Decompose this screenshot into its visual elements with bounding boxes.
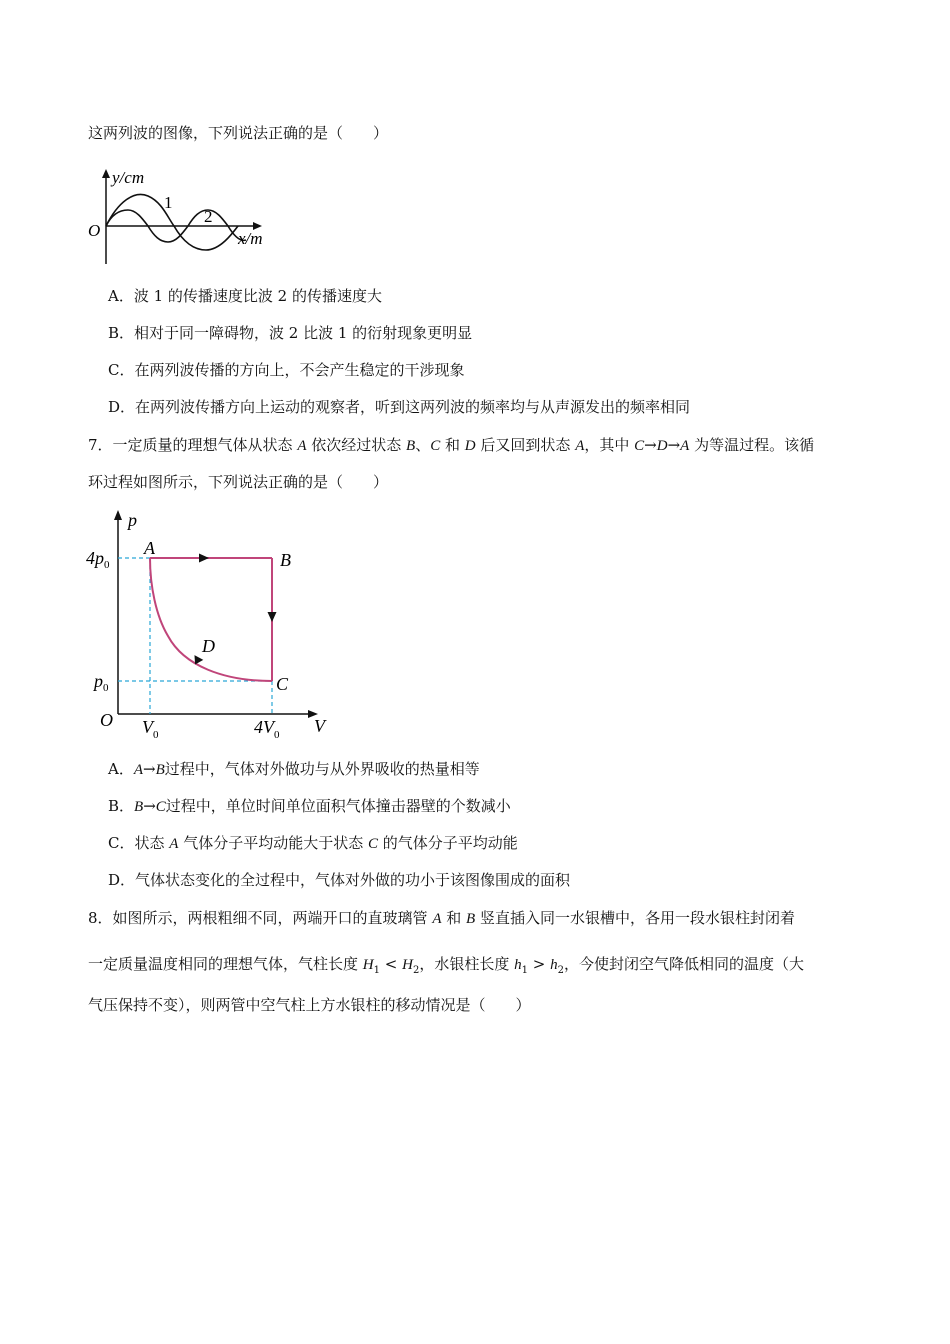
wave-y-arrow [102, 169, 110, 178]
q6-option-d: D．在两列波传播方向上运动的观察者，听到这两列波的频率均与从声源发出的频率相同 [108, 398, 691, 416]
q8-stem-line3: 气压保持不变），则两管中空气柱上方水银柱的移动情况是（ ） [88, 996, 531, 1014]
intro-line: 这两列波的图像，下列说法正确的是（ ） [88, 124, 389, 142]
wave-1-label: 1 [164, 193, 173, 212]
pv-origin-label: O [100, 710, 113, 730]
q7-option-b: B．B→C过程中，单位时间单位面积气体撞击器壁的个数减小 [108, 797, 511, 815]
q8-stem-line1: 8．如图所示，两根粗细不同，两端开口的直玻璃管 A 和 B 竖直插入同一水银槽中，各用一段水银柱封闭着 [88, 909, 795, 927]
pv-v-right-label: $4V_0$ [254, 717, 280, 741]
q7-option-d: D．气体状态变化的全过程中，气体对外做的功小于该图像围成的面积 [108, 871, 571, 889]
pv-p-arrow [114, 510, 122, 520]
q7-option-c: C．状态 A 气体分子平均动能大于状态 C 的气体分子平均动能 [108, 834, 518, 852]
pv-p-top-label: $4p_0$ [86, 548, 110, 571]
pv-point-b: B [280, 550, 291, 570]
q6-option-a: A．波 1 的传播速度比波 2 的传播速度大 [108, 287, 382, 305]
pv-process-cda [150, 558, 272, 681]
pv-point-a: A [144, 538, 155, 558]
pv-p-label: p [128, 510, 137, 530]
pv-figure [84, 506, 344, 746]
wave-origin-label: O [88, 221, 101, 240]
q7-stem-line1: 7．一定质量的理想气体从状态 A 依次经过状态 B、C 和 D 后又回到状态 A，其中 C→D→A 为等温过程。该循 [88, 436, 815, 454]
pv-arrow-ab [199, 554, 209, 563]
q7-stem-line2: 环过程如图所示，下列说法正确的是（ ） [88, 473, 389, 491]
q6-option-c: C．在两列波传播的方向上，不会产生稳定的干涉现象 [108, 361, 465, 379]
q6-option-b: B．相对于同一障碍物，波 2 比波 1 的衍射现象更明显 [108, 324, 473, 342]
q8-stem-line2: 一定质量温度相同的理想气体，气柱长度 $H_1 < H_2$，水银柱长度 $h_1 > h_2$，今使封闭空气降低相同的温度（大 [88, 955, 804, 976]
wave-x-label: x/m [238, 229, 263, 248]
wave-2-label: 2 [204, 207, 213, 226]
wave-y-label: y/cm [112, 168, 145, 187]
pv-point-d: D [202, 636, 215, 656]
pv-v-label: V [314, 716, 325, 736]
pv-v-left-label: $V_0$ [142, 717, 159, 741]
pv-p-bottom-label: $p_0$ [94, 671, 109, 694]
wave-figure [86, 166, 282, 268]
q7-option-a: A．A→B过程中，气体对外做功与从外界吸收的热量相等 [108, 760, 480, 778]
pv-arrow-bc [268, 612, 277, 622]
pv-point-c: C [276, 674, 289, 694]
